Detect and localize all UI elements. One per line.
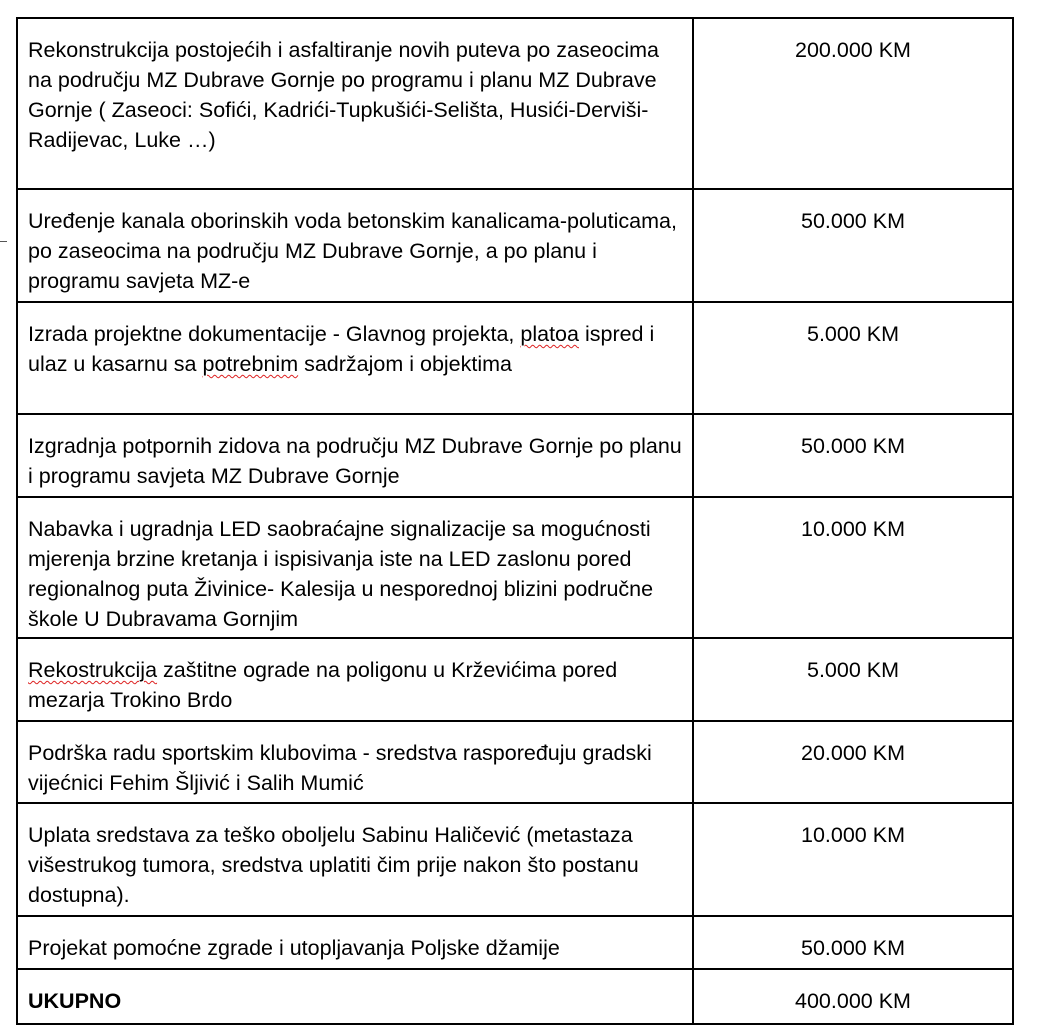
row-description-text: Uplata sredstava za teško oboljelu Sabinu Haličević (metastaza višestrukog tumora, sredstva uplatiti čim prije nakon što postanu dostupna). [28,823,639,907]
row-description-text [28,655,684,715]
table-row [17,721,1013,803]
text-segment: ispred i ulaz u kasarnu sa [28,322,655,376]
table-row [17,916,1013,969]
table-row [17,18,1013,189]
row-description-text: Izgradnja potpornih zidova na području MZ Dubrave Gornje po planu i programu savjeta MZ Dubrave Gornje [28,434,682,488]
text-segment: Izrada projektne dokumentacije - Glavnog projekta, [28,322,521,346]
spellcheck-flagged-word[interactable]: Rekostrukcija [28,658,158,682]
row-description [17,916,693,969]
row-amount: 10.000 KM [693,497,1013,638]
row-amount: 50.000 KM [693,414,1013,497]
row-amount: 20.000 KM [693,721,1013,803]
total-label: UKUPNO [17,969,693,1024]
total-row [17,969,1013,1024]
row-description [17,638,693,721]
row-description-text: Uređenje kanala oborinskih voda betonskim kanalicama-poluticama, po zaseocima na području MZ Dubrave Gornje, a po planu i programu savjeta MZ-e [28,209,677,293]
table-row [17,189,1013,302]
budget-table [16,17,1014,1025]
row-description-text: Podrška radu sportskim klubovima - sredstva raspoređuju gradski vijećnici Fehim Šljivić i Salih Mumić [28,741,652,795]
text-segment: zaštitne ograde na poligonu u Krževićima pored mezarja Trokino Brdo [28,658,618,712]
row-description [17,721,693,803]
row-description [17,497,693,638]
row-description [17,18,693,189]
row-amount: 5.000 KM [693,302,1013,414]
table-row [17,638,1013,721]
table-row [17,414,1013,497]
row-description-text: Nabavka i ugradnja LED saobraćajne signalizacije sa mogućnosti mjerenja brzine kretanja i ispisivanja iste na LED zaslonu pored regionalnog puta Živinice- Kalesija u nesporednoj blizini područne škole U Dubravama Gornjim [28,517,654,631]
margin-mark [0,241,7,242]
row-amount: 200.000 KM [693,18,1013,189]
table-row [17,497,1013,638]
row-amount: 5.000 KM [693,638,1013,721]
table-row [17,803,1013,916]
row-amount: 50.000 KM [693,189,1013,302]
row-description-text: Projekat pomoćne zgrade i utopljavanja Poljske džamije [28,936,560,960]
row-description [17,803,693,916]
table-row [17,302,1013,414]
row-description [17,189,693,302]
spellcheck-flagged-word[interactable]: potrebnim [202,352,299,376]
text-segment: sadržajom i objektima [298,352,512,376]
row-description-text [28,319,684,379]
row-description [17,302,693,414]
row-description-text: Rekonstrukcija postojećih i asfaltiranje novih puteva po zaseocima na području MZ Dubrave Gornje po programu i planu MZ Dubrave Gornje ( Zaseoci: Sofići, Kadrići-Tupkušići-Selišta, Husići-Derviši-Radijevac, Luke …) [28,38,660,152]
row-description [17,414,693,497]
row-amount: 10.000 KM [693,803,1013,916]
total-amount: 400.000 KM [693,969,1013,1024]
row-amount: 50.000 KM [693,916,1013,969]
spellcheck-flagged-word[interactable]: platoa [520,322,579,346]
